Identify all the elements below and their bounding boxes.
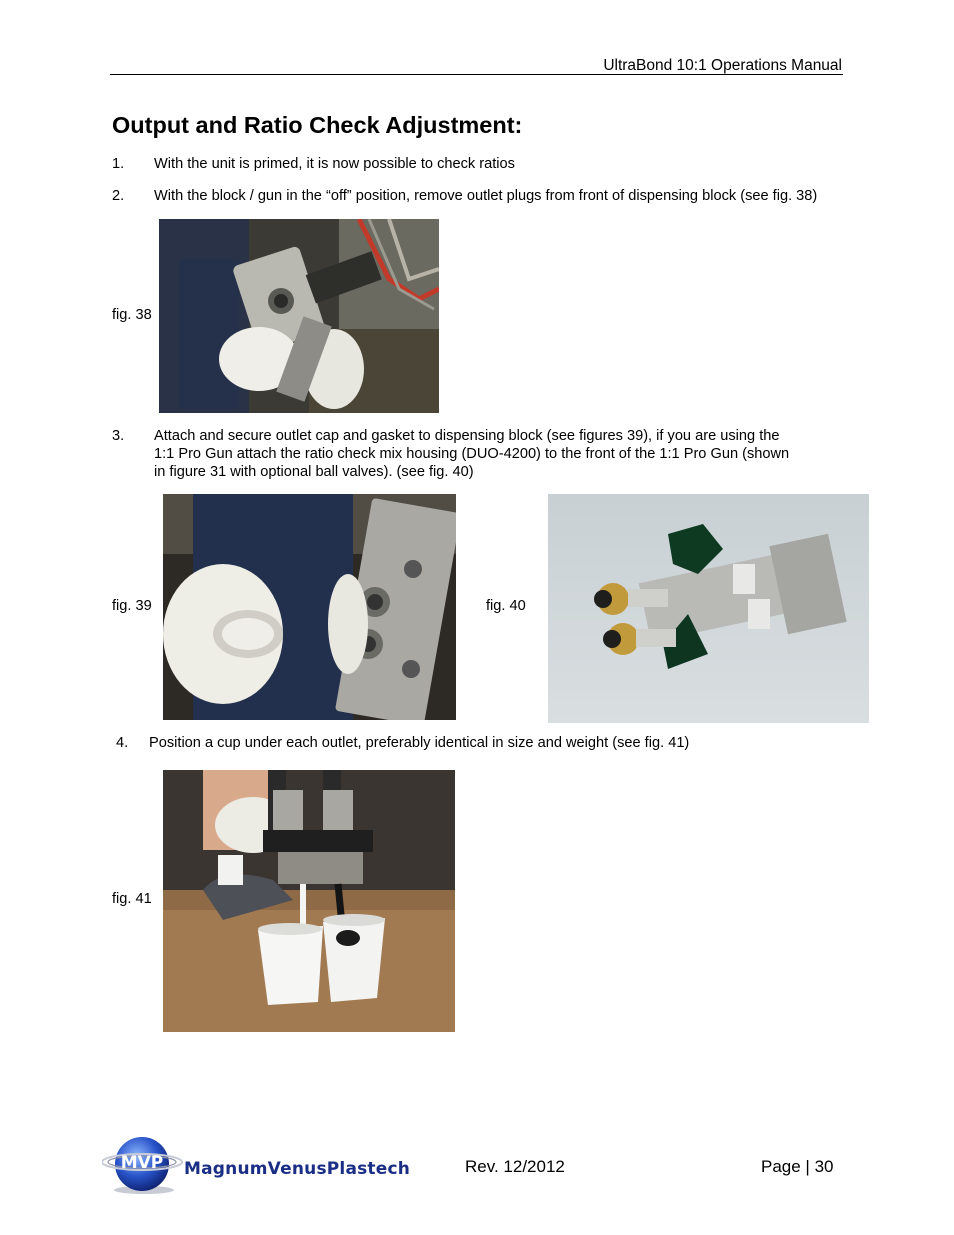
figure-label: fig. 41 <box>112 891 152 907</box>
step-1 <box>112 155 892 175</box>
figure-41-photo <box>163 770 455 1032</box>
figure-40-photo <box>548 494 869 723</box>
section-title: Output and Ratio Check Adjustment: <box>112 112 523 138</box>
step-text: Position a cup under each outlet, preferably identical in size and weight (see fig. 41) <box>149 735 690 751</box>
step-text: With the block / gun in the “off” position, remove outlet plugs from front of dispensing block (see fig. 38) <box>154 188 818 204</box>
step-number: 1. <box>112 156 125 172</box>
step-text-line-2: 1:1 Pro Gun attach the ratio check mix housing (DUO-4200) to the front of the 1:1 Pro Gun (shown <box>154 446 790 462</box>
revision-date: Rev. 12/2012 <box>465 1157 565 1176</box>
figure-label: fig. 38 <box>112 307 152 323</box>
figure-38-photo <box>159 219 439 413</box>
step-number: 4. <box>116 735 129 751</box>
step-4 <box>116 734 876 754</box>
step-text-line-1: Attach and secure outlet cap and gasket to dispensing block (see figures 39), if you are using the <box>154 428 780 444</box>
figure-39-photo <box>163 494 456 720</box>
step-number: 3. <box>112 428 125 444</box>
figure-label: fig. 39 <box>112 598 152 614</box>
step-text: With the unit is primed, it is now possible to check ratios <box>154 156 515 172</box>
step-2 <box>112 187 912 207</box>
figure-label: fig. 40 <box>486 598 526 614</box>
page-number: Page | 30 <box>761 1157 834 1176</box>
step-3 <box>112 427 872 483</box>
header-rule <box>110 74 843 75</box>
running-header: UltraBond 10:1 Operations Manual <box>603 57 842 74</box>
company-logo <box>102 1132 411 1196</box>
logo-wordmark: MagnumVenusPlastech <box>184 1159 411 1179</box>
step-number: 2. <box>112 188 125 204</box>
step-text-line-3: in figure 31 with optional ball valves). (see fig. 40) <box>154 464 474 480</box>
logo-badge: MVP <box>120 1153 164 1173</box>
